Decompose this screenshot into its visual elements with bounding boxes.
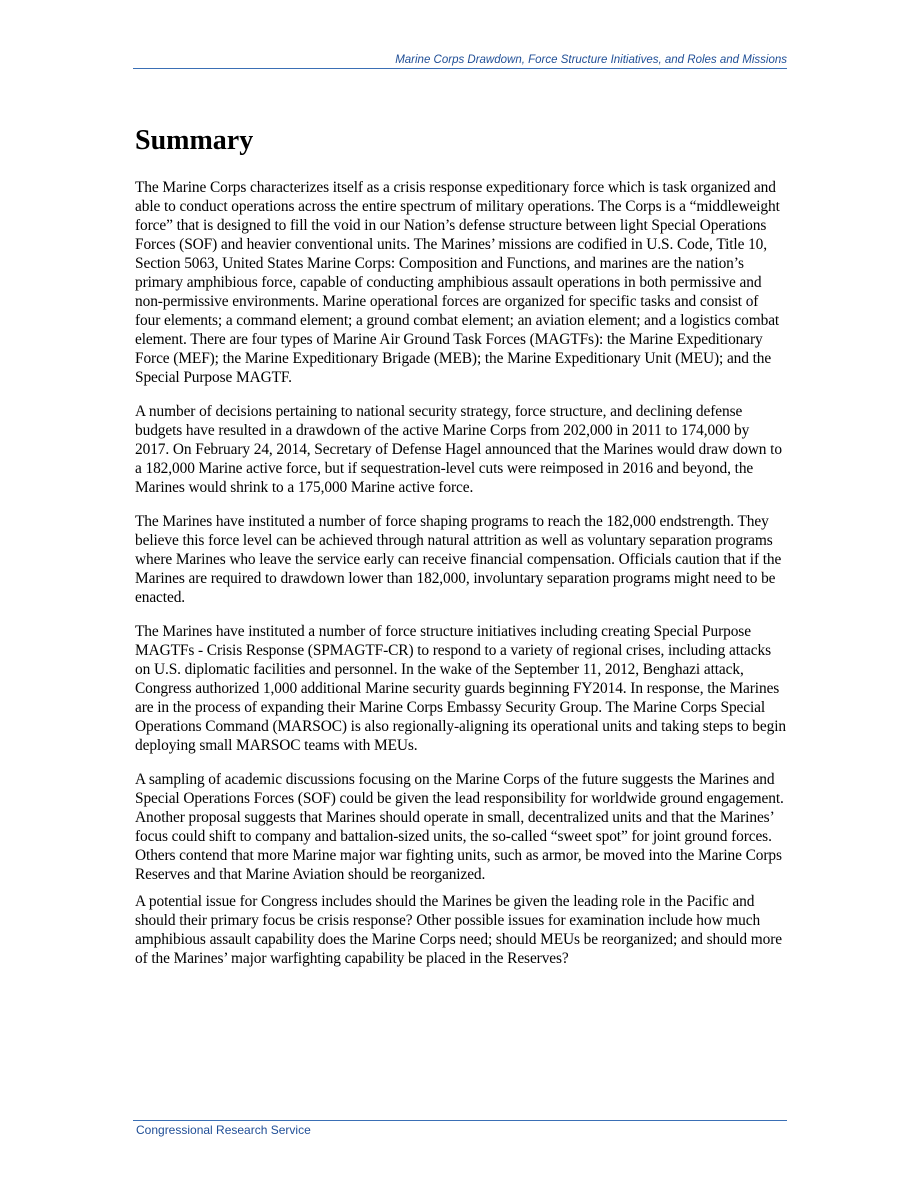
- footer-divider: [133, 1120, 787, 1121]
- summary-body: [135, 178, 787, 983]
- running-header-title: Marine Corps Drawdown, Force Structure Initiatives, and Roles and Missions: [395, 54, 787, 66]
- paragraph-issues-for-congress: A potential issue for Congress includes should the Marines be given the leading role in the Pacific and should their primary focus be crisis response? Other possible issues for examination include how much amphibious assault capability does the Marine Corps need; should MEUs be reorganized; and should more of the Marines’ major warfighting capability be placed in the Reserves?: [135, 893, 783, 967]
- paragraph-drawdown: A number of decisions pertaining to national security strategy, force structure, and declining defense budgets have resulted in a drawdown of the active Marine Corps from 202,000 in 2011 to 174,000 by 2017. On February 24, 2014, Secretary of Defense Hagel announced that the Marines would draw down to a 182,000 Marine active force, but if sequestration-level cuts were reimposed in 2016 and beyond, the Marines would shrink to a 175,000 Marine active force.: [135, 403, 782, 496]
- paragraph-force-shaping: The Marines have instituted a number of force shaping programs to reach the 182,000 endstrength. They believe this force level can be achieved through natural attrition as well as voluntary separation programs where Marines who leave the service early can receive financial compensation. Officials caution that if the Marines are required to drawdown lower than 182,000, involuntary separation programs might need to be enacted.: [135, 513, 782, 606]
- header-divider: [133, 68, 787, 69]
- footer-publisher: Congressional Research Service: [136, 1123, 311, 1137]
- paragraph-academic-discussions: A sampling of academic discussions focusing on the Marine Corps of the future suggests the Marines and Special Operations Forces (SOF) could be given the lead responsibility for worldwide ground engagement. Another proposal suggests that Marines should operate in small, decentralized units and that the Marines’ focus could shift to company and battalion-sized units, the so-called “sweet spot” for joint ground forces. Others contend that more Marine major war fighting units, such as armor, be moved into the Marine Corps Reserves and that Marine Aviation should be reorganized.: [135, 771, 784, 883]
- paragraph-overview: The Marine Corps characterizes itself as a crisis response expeditionary force which is task organized and able to conduct operations across the entire spectrum of military operations. The Corps is a “middleweight force” that is designed to fill the void in our Nation’s defense structure between light Special Operations Forces (SOF) and heavier conventional units. The Marines’ missions are codified in U.S. Code, Title 10, Section 5063, United States Marine Corps: Composition and Functions, and marines are the nation’s primary amphibious force, capable of conducting amphibious assault operations in both permissive and non-permissive environments. Marine operational forces are organized for specific tasks and consist of four elements; a command element; a ground combat element; an aviation element; and a logistics combat element. There are four types of Marine Air Ground Task Forces (MAGTFs): the Marine Expeditionary Force (MEF); the Marine Expeditionary Brigade (MEB); the Marine Expeditionary Unit (MEU); and the Special Purpose MAGTF.: [135, 179, 780, 386]
- section-heading: Summary: [135, 125, 254, 156]
- paragraph-force-structure: The Marines have instituted a number of force structure initiatives including creating Special Purpose MAGTFs - Crisis Response (SPMAGTF-CR) to respond to a variety of regional crises, including attacks on U.S. diplomatic facilities and personnel. In the wake of the September 11, 2012, Benghazi attack, Congress authorized 1,000 additional Marine security guards beginning FY2014. In response, the Marines are in the process of expanding their Marine Corps Embassy Security Group. The Marine Corps Special Operations Command (MARSOC) is also regionally-aligning its operational units and taking steps to begin deploying small MARSOC teams with MEUs.: [135, 623, 786, 754]
